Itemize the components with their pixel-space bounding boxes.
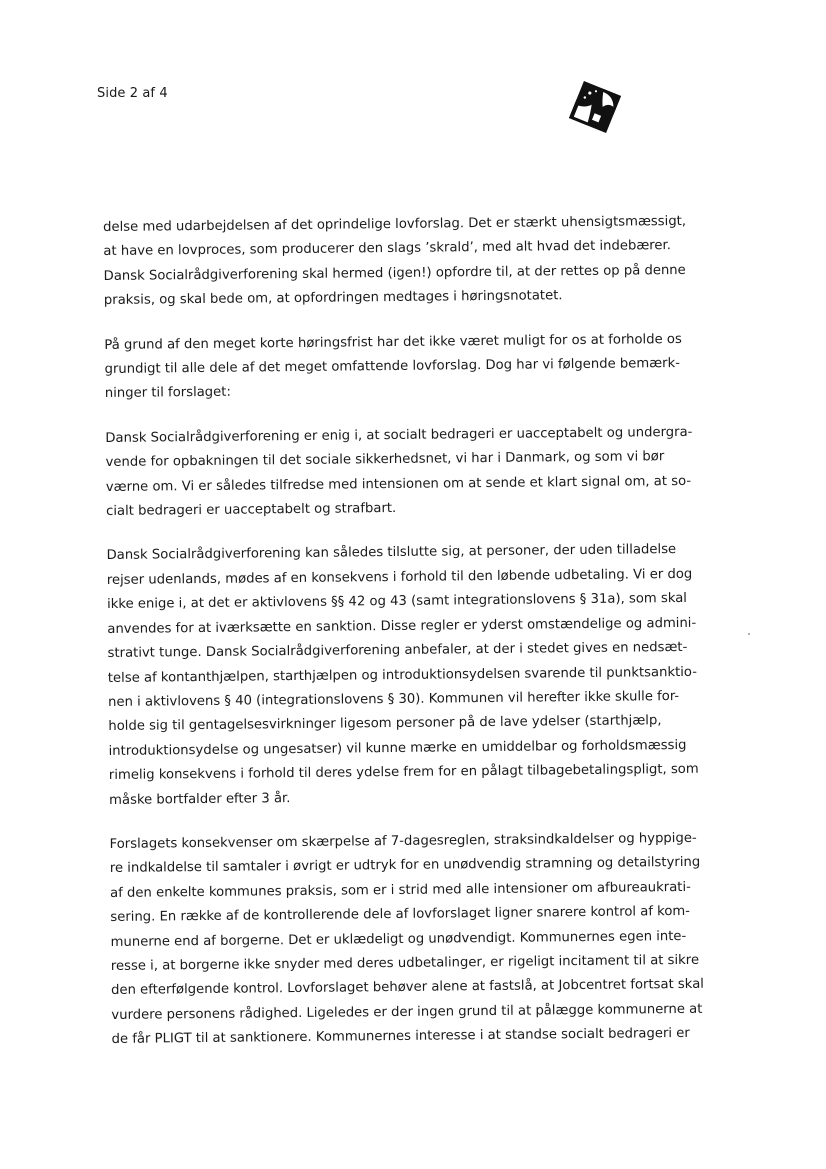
text-line: af den enkelte kommunes praksis, som er i strid med alle intensioner om afbureaukrati- [110,879,691,901]
text-line: vende for opbakningen til det sociale sikkerhedsnet, vi har i Danmark, og som vi bør [105,449,665,471]
text-line: delse med udarbejdelsen af det oprindelige lovforslag. Det er stærkt uhensigtsmæssigt, [103,213,687,235]
scan-speck [748,633,750,635]
text-line: resse i, at borgerne ikke snyder med deres udbetalinger, er rigeligt incitament til at sikre [110,952,700,974]
text-line: re indkaldelse til samtaler i øvrigt er udtryk for en unødvendig stramning og detailstyring [109,855,701,877]
paragraph-control-measures [109,827,711,1053]
text-line: den efterfølgende kontrol. Lovforslaget behøver alene at fastslå, at Jobcentret fortsat skal [111,977,705,999]
letter-body [103,210,712,1073]
text-line: Dansk Socialrådgiverforening skal hermed (igen!) opfordre til, at der rettes op på denne [103,262,686,284]
text-line: at have en lovproces, som producerer den slags ’skrald’, med alt hvad det indebærer. [103,238,671,260]
text-line: rimelig konsekvens i forhold til deres ydelse frem for en pålagt tilbagebetalingspligt, som [108,761,699,784]
text-line: måske bortfalder efter 3 år. [109,790,291,808]
text-line: vurdere personens rådighed. Ligeledes er der ingen grund til at pålægge kommunerne at [111,1001,703,1023]
paragraph-intro [103,210,704,314]
text-line: ikke enige i, at det er aktivlovens §§ 42 og 43 (samt integrationslovens § 31a), som skal [106,591,688,613]
text-line: anvendes for at iværksætte en sanktion. Disse regler er yderst omstændelige og admini- [107,615,697,637]
text-line: ninger til forslaget: [104,385,231,402]
text-line: Dansk Socialrådgiverforening kan således tilslutte sig, at personer, der uden tilladelse [106,542,677,564]
text-line: cialt bedrageri er uacceptabelt og strafbart. [106,501,397,520]
text-line: strativt tunge. Dansk Socialrådgiverforening anbefaler, at der i stedet gives en nedsæt- [107,639,688,662]
text-line: telse af kontanthjælpen, starthjælpen og introduktionsydelsen svarende til punktsanktio- [107,664,698,686]
text-line: holde sig til gentagelsesvirkninger ligesom personer på de lave ydelser (starthjælp, [108,713,662,735]
text-line: sering. En række af de kontrollerende dele af lovforslaget ligner snarere kontrol af kom- [110,904,691,926]
text-line: de får PLIGT til at sanktionere. Kommunernes interesse i at standse socialt bedrageri er [111,1026,690,1048]
text-line: praksis, og skal bede om, at opfordringen medtages i høringsnotatet. [103,288,563,309]
text-line: rejser udenlands, mødes af en konsekvens i forhold til den løbende udbetaling. Vi er dog [106,566,693,588]
text-line: munerne end af borgerne. Det er uklædeligt og unødvendigt. Kommunernes egen inte- [110,928,687,950]
paragraph-social-fraud [105,421,706,525]
paragraph-hearing-deadline [104,327,705,406]
page-number: Side 2 af 4 [97,86,168,101]
text-line: værne om. Vi er således tilfredse med intensionen om at sende et klart signal om, at so- [105,473,692,495]
text-line: Forslagets konsekvenser om skærpelse af 7-dagesreglen, straksindkaldelser og hyppige- [109,830,697,852]
text-line: Dansk Socialrådgiverforening er enig i, at socialt bedrageri er uacceptabelt og undergra- [105,424,693,446]
text-line: grundigt til alle dele af det meget omfattende lovforslag. Dog har vi følgende bemærk- [104,355,681,378]
paragraph-travel-sanctions [106,538,709,813]
text-line: På grund af den meget korte høringsfrist har det ikke været muligt for os at forholde os [104,331,682,353]
text-line: introduktionsydelse og ungesatser) vil kunne mærke en umiddelbar og forholdsmæssig [108,737,687,759]
organization-logo-icon [566,78,624,136]
text-line: nen i aktivlovens § 40 (integrationslovens § 30). Kommunen vil herefter ikke skulle for- [108,688,680,710]
